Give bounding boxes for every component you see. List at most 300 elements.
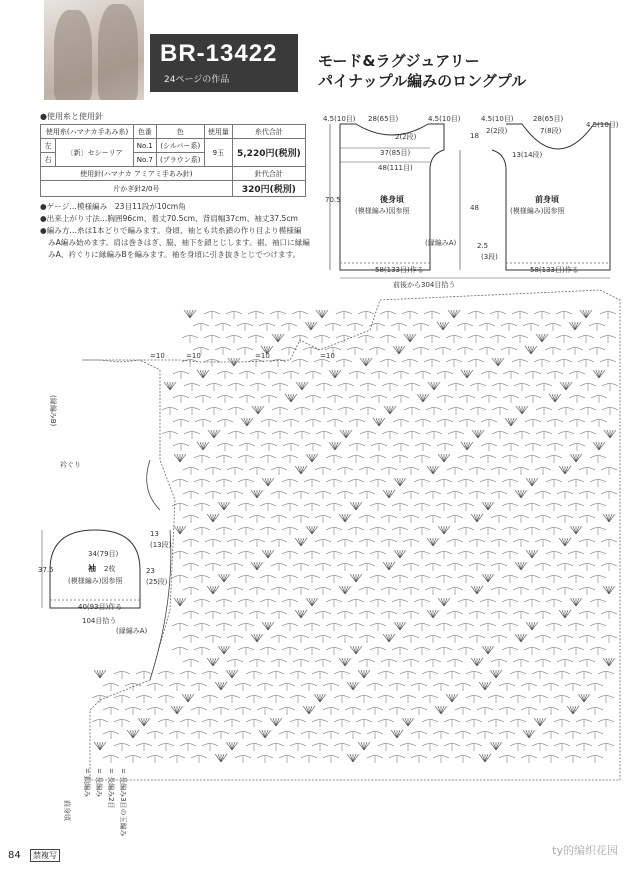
stitch-mark bbox=[393, 346, 399, 354]
method-note-1: ●編み方…糸は1本どりで編みます。身頃、袖とも共糸鎖の作り目より模様編 bbox=[40, 226, 302, 235]
stitch-mark bbox=[213, 514, 219, 522]
stitch-mark bbox=[610, 430, 616, 438]
side-label: 右 bbox=[41, 153, 56, 167]
stitch-mark bbox=[394, 622, 400, 630]
pattern-title-line1: モード&ラグジュアリー bbox=[318, 52, 480, 70]
sleeve-height: 37.5 bbox=[38, 566, 54, 574]
stitch-mark bbox=[518, 562, 521, 570]
stitch-mark bbox=[496, 742, 499, 750]
stitch-mark bbox=[570, 526, 576, 534]
stitch-mark bbox=[389, 634, 395, 642]
stitch-mark bbox=[295, 466, 301, 474]
stitch-mark bbox=[302, 382, 305, 390]
stitch-mark bbox=[268, 478, 274, 486]
stitch-mark bbox=[443, 322, 449, 330]
stitch-mark bbox=[555, 394, 561, 402]
stitch-mark bbox=[397, 730, 403, 738]
stitch-mark bbox=[485, 682, 491, 690]
stitch-mark bbox=[215, 682, 221, 690]
stitch-mark bbox=[495, 358, 498, 366]
stitch-mark bbox=[218, 754, 221, 762]
dim-hem: 2.5 bbox=[477, 242, 489, 250]
hem-cast-on-back: 58(133目)作る bbox=[375, 266, 424, 274]
stitch-mark bbox=[353, 502, 356, 510]
stitch-mark bbox=[532, 478, 538, 486]
stitch-mark bbox=[609, 658, 615, 666]
stitch-mark bbox=[599, 442, 602, 450]
dim-top-left: 4.5(10目) bbox=[323, 115, 356, 123]
stitch-mark bbox=[427, 610, 433, 618]
stitch-mark bbox=[441, 454, 444, 462]
stitch-mark bbox=[536, 334, 542, 342]
stitch-mark bbox=[335, 442, 338, 450]
stitch-mark bbox=[448, 310, 454, 318]
stitch-mark bbox=[296, 382, 302, 390]
stitch-mark bbox=[566, 382, 569, 390]
stitch-mark bbox=[262, 478, 268, 486]
stitch-mark bbox=[339, 514, 345, 522]
stitch-mark bbox=[229, 670, 232, 678]
stitch-mark bbox=[562, 538, 565, 546]
stitch-mark bbox=[400, 622, 403, 630]
stitch-mark bbox=[444, 526, 450, 534]
method-note-2: みA編み始めます。肩は巻きはぎ、脇、袖下を鎖とじします。裾、袖口に縁編 bbox=[48, 238, 310, 247]
stitch-mark bbox=[177, 454, 180, 462]
stitch-mark bbox=[188, 694, 194, 702]
stitch-mark bbox=[431, 382, 434, 390]
stitch-mark bbox=[569, 322, 575, 330]
stitch-mark bbox=[226, 742, 232, 750]
stitch-mark bbox=[478, 430, 484, 438]
stitch-mark bbox=[361, 742, 364, 750]
stitch-mark bbox=[454, 310, 460, 318]
stitch-mark bbox=[295, 538, 301, 546]
stitch-mark bbox=[339, 586, 345, 594]
stitch-mark bbox=[358, 670, 364, 678]
stitch-mark bbox=[523, 730, 529, 738]
stitch-mark bbox=[478, 430, 481, 438]
stitch-mark bbox=[221, 574, 224, 582]
stitch-mark bbox=[308, 322, 311, 330]
stitch-mark bbox=[488, 574, 494, 582]
stitch-mark bbox=[207, 586, 213, 594]
stitch-mark bbox=[454, 310, 457, 318]
stitch-mark bbox=[303, 706, 309, 714]
stitch-mark bbox=[573, 706, 579, 714]
needle-price: 320円(税別) bbox=[232, 181, 305, 197]
stitch-mark bbox=[224, 574, 230, 582]
stitch-mark bbox=[387, 406, 390, 414]
table-header: 色番 bbox=[134, 125, 156, 139]
row-mark: =10 bbox=[150, 352, 165, 360]
stitch-mark bbox=[305, 322, 311, 330]
stitch-mark bbox=[312, 454, 315, 462]
dim-chest: 48(111目) bbox=[378, 164, 413, 172]
stitch-mark bbox=[485, 754, 491, 762]
stitch-mark bbox=[208, 430, 214, 438]
dim-front-2rows: 2(2段) bbox=[486, 127, 508, 135]
stitch-mark bbox=[171, 706, 177, 714]
stitch-mark bbox=[438, 454, 444, 462]
stitch-mark bbox=[596, 442, 599, 450]
stitch-mark bbox=[467, 442, 470, 450]
stitch-mark bbox=[389, 490, 392, 498]
stitch-mark bbox=[562, 466, 565, 474]
stitch-mark bbox=[482, 502, 488, 510]
stitch-mark bbox=[467, 370, 470, 378]
stitch-mark bbox=[340, 430, 346, 438]
stitch-mark bbox=[273, 718, 276, 726]
dim-front-top-right: 4.5(10目) bbox=[586, 121, 619, 129]
stitch-mark bbox=[540, 718, 543, 726]
edge-a-label: (縁編みA) bbox=[425, 239, 457, 247]
stitch-mark bbox=[400, 478, 403, 486]
stitch-mark bbox=[100, 670, 103, 678]
stitch-mark bbox=[241, 418, 247, 426]
stitch-mark bbox=[182, 694, 188, 702]
stitch-mark bbox=[224, 502, 230, 510]
sleeve-cuff-pickup: 104目拾う bbox=[82, 617, 117, 625]
stitch-mark bbox=[604, 430, 610, 438]
stitch-mark bbox=[100, 670, 106, 678]
stitch-mark bbox=[214, 430, 220, 438]
stitch-mark bbox=[373, 418, 379, 426]
sleeve-top-width: 34(79目) bbox=[88, 550, 119, 558]
stitch-mark bbox=[593, 442, 599, 450]
stitch-mark bbox=[396, 346, 399, 354]
stitch-mark bbox=[474, 586, 477, 594]
stitch-mark bbox=[488, 646, 494, 654]
stitch-mark bbox=[482, 646, 488, 654]
stitch-mark bbox=[363, 358, 366, 366]
stitch-mark bbox=[180, 526, 186, 534]
stitch-mark bbox=[488, 646, 491, 654]
stitch-mark bbox=[288, 394, 291, 402]
stitch-mark bbox=[423, 394, 429, 402]
stitch-mark bbox=[298, 538, 301, 546]
stitch-mark bbox=[346, 430, 349, 438]
stitch-mark bbox=[383, 634, 389, 642]
stitch-mark bbox=[311, 322, 317, 330]
stitch-mark bbox=[347, 682, 353, 690]
stitch-mark bbox=[389, 562, 395, 570]
table-header: 使用糸(ハマナカ手あみ糸) bbox=[41, 125, 134, 139]
stitch-mark bbox=[390, 406, 396, 414]
stitch-mark bbox=[353, 574, 356, 582]
stitch-mark bbox=[376, 418, 379, 426]
stitch-mark bbox=[603, 514, 609, 522]
stitch-mark bbox=[609, 586, 615, 594]
stitch-mark bbox=[301, 466, 307, 474]
stitch-mark bbox=[180, 454, 183, 462]
stitch-mark bbox=[441, 598, 444, 606]
stitch-mark bbox=[221, 646, 224, 654]
stitch-mark bbox=[540, 718, 546, 726]
stitch-mark bbox=[94, 742, 100, 750]
stitch-mark bbox=[276, 718, 282, 726]
stitch-mark bbox=[141, 718, 144, 726]
stitch-mark bbox=[386, 490, 389, 498]
stitch-mark bbox=[562, 610, 565, 618]
page-number: 84 bbox=[8, 850, 21, 861]
stitch-mark bbox=[444, 454, 450, 462]
stitch-mark bbox=[343, 430, 346, 438]
table-row bbox=[41, 139, 306, 153]
stitch-mark bbox=[364, 670, 370, 678]
body-schematic bbox=[318, 110, 618, 290]
stitch-mark bbox=[356, 502, 362, 510]
stitch-mark bbox=[180, 598, 183, 606]
stitch-mark bbox=[438, 526, 444, 534]
stitch-mark bbox=[570, 454, 576, 462]
stitch-mark bbox=[364, 670, 367, 678]
stitch-mark bbox=[345, 514, 351, 522]
stitch-mark bbox=[197, 370, 203, 378]
stitch-mark bbox=[515, 490, 521, 498]
stitch-mark bbox=[213, 586, 219, 594]
stitch-mark bbox=[518, 634, 521, 642]
stitch-mark bbox=[420, 394, 423, 402]
stitch-mark bbox=[170, 382, 173, 390]
color-name: (ブラウン系) bbox=[156, 153, 204, 167]
stitch-mark bbox=[386, 634, 389, 642]
stitch-mark bbox=[285, 394, 291, 402]
stitch-mark bbox=[526, 622, 532, 630]
stitch-mark bbox=[184, 310, 190, 318]
sleeve-cuff-cast-on: 40(93目)作る bbox=[78, 603, 123, 611]
needle-size: 片かぎ針2/0号 bbox=[41, 181, 233, 197]
stitch-mark bbox=[353, 754, 356, 762]
page-ref: 24ページの作品 bbox=[164, 75, 230, 85]
stitch-mark bbox=[477, 514, 480, 522]
stitch-mark bbox=[342, 586, 345, 594]
stitch-mark bbox=[379, 418, 385, 426]
stitch-mark bbox=[291, 394, 294, 402]
stitch-mark bbox=[347, 754, 353, 762]
stitch-mark bbox=[529, 550, 532, 558]
stitch-mark bbox=[467, 442, 473, 450]
stitch-mark bbox=[609, 658, 612, 666]
stitch-mark bbox=[218, 682, 221, 690]
stitch-mark bbox=[498, 358, 504, 366]
stitch-mark bbox=[584, 694, 590, 702]
dim-hem-rows: (3段) bbox=[481, 253, 498, 261]
stitch-mark bbox=[584, 694, 587, 702]
stitch-mark bbox=[301, 466, 304, 474]
stitch-mark bbox=[345, 586, 351, 594]
stitch-mark bbox=[482, 754, 485, 762]
pattern-title-line2: パイナップル編みのロングプル bbox=[318, 72, 527, 90]
stitch-mark bbox=[485, 682, 488, 690]
stitch-mark bbox=[180, 598, 186, 606]
stitch-mark bbox=[221, 682, 227, 690]
stitch-mark bbox=[464, 442, 467, 450]
stitch-mark bbox=[312, 454, 318, 462]
dim-back-neck: 28(65目) bbox=[368, 115, 399, 123]
stitch-mark bbox=[218, 502, 224, 510]
stitch-mark bbox=[309, 706, 315, 714]
stitch-mark bbox=[565, 538, 568, 546]
stitch-mark bbox=[257, 634, 263, 642]
stitch-mark bbox=[485, 646, 488, 654]
stitch-mark bbox=[539, 334, 542, 342]
stitch-mark bbox=[471, 658, 477, 666]
stitch-mark bbox=[247, 418, 250, 426]
stitch-mark bbox=[306, 454, 312, 462]
sleeve-side-rows-2: (25段) bbox=[146, 578, 168, 586]
stitch-mark bbox=[515, 562, 521, 570]
stitch-mark bbox=[185, 694, 188, 702]
front-body-subtitle: (模様編み)図参照 bbox=[510, 207, 565, 215]
stitch-mark bbox=[364, 742, 367, 750]
stitch-mark bbox=[599, 370, 602, 378]
stitch-mark bbox=[593, 370, 599, 378]
stitch-mark bbox=[329, 442, 335, 450]
stitch-mark bbox=[257, 634, 260, 642]
stitch-mark bbox=[353, 646, 356, 654]
stitch-mark bbox=[224, 502, 227, 510]
yarn-name: 〔新〕セシーリア bbox=[56, 139, 134, 167]
stitch-mark bbox=[410, 334, 416, 342]
stitch-mark bbox=[576, 598, 582, 606]
stitch-mark bbox=[565, 610, 571, 618]
color-number: No.1 bbox=[134, 139, 156, 153]
stitch-mark bbox=[309, 454, 312, 462]
stitch-mark bbox=[603, 586, 609, 594]
stitch-mark bbox=[498, 358, 501, 366]
stitch-mark bbox=[586, 310, 589, 318]
row-mark: =10 bbox=[186, 352, 201, 360]
dim-shoulder: 37(85目) bbox=[380, 149, 411, 157]
yarn-quantity: 9玉 bbox=[205, 139, 233, 167]
stitch-mark bbox=[609, 514, 612, 522]
stitch-mark bbox=[565, 610, 568, 618]
stitch-mark bbox=[565, 466, 571, 474]
back-body-subtitle: (模様編み)図参照 bbox=[355, 207, 410, 215]
row-mark: =10 bbox=[320, 352, 335, 360]
stitch-mark bbox=[444, 454, 447, 462]
stitch-mark bbox=[203, 442, 209, 450]
front-body-title: 前身頃 bbox=[535, 195, 559, 204]
stitch-mark bbox=[397, 622, 400, 630]
stitch-mark bbox=[335, 370, 341, 378]
stitch-mark bbox=[410, 334, 413, 342]
stitch-mark bbox=[606, 514, 609, 522]
stitch-mark bbox=[427, 538, 433, 546]
stitch-mark bbox=[366, 358, 372, 366]
stitch-mark bbox=[298, 466, 301, 474]
stitch-mark bbox=[490, 742, 496, 750]
stitch-mark bbox=[203, 370, 206, 378]
stitch-mark bbox=[221, 682, 224, 690]
stitch-mark bbox=[607, 430, 610, 438]
stitch-mark bbox=[302, 382, 308, 390]
stitch-mark bbox=[400, 550, 406, 558]
stitch-mark bbox=[435, 706, 441, 714]
stitch-mark bbox=[433, 466, 436, 474]
stitch-mark bbox=[200, 442, 203, 450]
pattern-code: BR-13422 bbox=[160, 40, 278, 67]
back-body-title: 後身頃 bbox=[380, 195, 404, 204]
stitch-mark bbox=[518, 490, 521, 498]
stitch-mark bbox=[441, 706, 444, 714]
stitch-mark bbox=[100, 742, 103, 750]
stitch-mark bbox=[383, 490, 389, 498]
stitch-mark bbox=[301, 538, 304, 546]
stitch-mark bbox=[596, 370, 599, 378]
stitch-mark bbox=[306, 526, 312, 534]
stitch-mark bbox=[309, 706, 312, 714]
stitch-mark bbox=[438, 706, 441, 714]
stitch-mark bbox=[257, 490, 260, 498]
stitch-mark bbox=[599, 442, 605, 450]
stitch-mark bbox=[452, 694, 458, 702]
stitch-mark bbox=[379, 418, 382, 426]
stitch-mark bbox=[576, 454, 582, 462]
stitch-mark bbox=[609, 514, 615, 522]
stitch-mark bbox=[427, 466, 433, 474]
stitch-mark bbox=[350, 502, 356, 510]
stitch-mark bbox=[251, 634, 257, 642]
legend-item: = 長編み3目の玉編み bbox=[119, 768, 127, 837]
stitch-mark bbox=[309, 526, 312, 534]
stitch-mark bbox=[603, 658, 609, 666]
stitch-mark bbox=[586, 310, 592, 318]
shaping-curve bbox=[147, 460, 160, 510]
stitch-mark bbox=[254, 634, 257, 642]
stitch-mark bbox=[342, 658, 345, 666]
stitch-mark bbox=[301, 538, 307, 546]
stitch-mark bbox=[255, 406, 258, 414]
stitch-mark bbox=[335, 370, 338, 378]
stitch-mark bbox=[477, 658, 480, 666]
stitch-mark bbox=[438, 598, 444, 606]
stitch-mark bbox=[471, 586, 477, 594]
stitch-mark bbox=[317, 694, 320, 702]
stitch-mark bbox=[312, 598, 318, 606]
stitch-mark bbox=[190, 310, 196, 318]
stitch-mark bbox=[345, 586, 348, 594]
stitch-mark bbox=[479, 682, 485, 690]
stitch-mark bbox=[265, 730, 271, 738]
stitch-mark bbox=[552, 394, 555, 402]
stitch-mark bbox=[383, 562, 389, 570]
stitch-mark bbox=[170, 382, 176, 390]
legend-item: = 長編み2目 bbox=[107, 768, 115, 809]
stitch-mark bbox=[350, 646, 356, 654]
dim-side-48: 48 bbox=[470, 204, 479, 212]
stitch-mark bbox=[278, 334, 284, 342]
stitch-mark bbox=[521, 562, 527, 570]
stitch-mark bbox=[210, 586, 213, 594]
stitch-mark bbox=[423, 394, 426, 402]
stitch-mark bbox=[537, 718, 540, 726]
stitch-mark bbox=[482, 682, 485, 690]
stitch-mark bbox=[521, 490, 527, 498]
stitch-mark bbox=[485, 574, 488, 582]
dim-front-top-left: 4.5(10目) bbox=[481, 115, 514, 123]
stitch-mark bbox=[430, 466, 433, 474]
stitch-mark bbox=[521, 634, 524, 642]
side-label: 左 bbox=[41, 139, 56, 153]
stitch-mark bbox=[610, 430, 613, 438]
neckline-label: 衿ぐり bbox=[60, 461, 81, 469]
stitch-mark bbox=[522, 406, 528, 414]
stitch-mark bbox=[332, 370, 335, 378]
stitch-mark bbox=[207, 514, 213, 522]
dim-front-13: 13(14段) bbox=[512, 151, 543, 159]
stitch-mark bbox=[408, 718, 414, 726]
